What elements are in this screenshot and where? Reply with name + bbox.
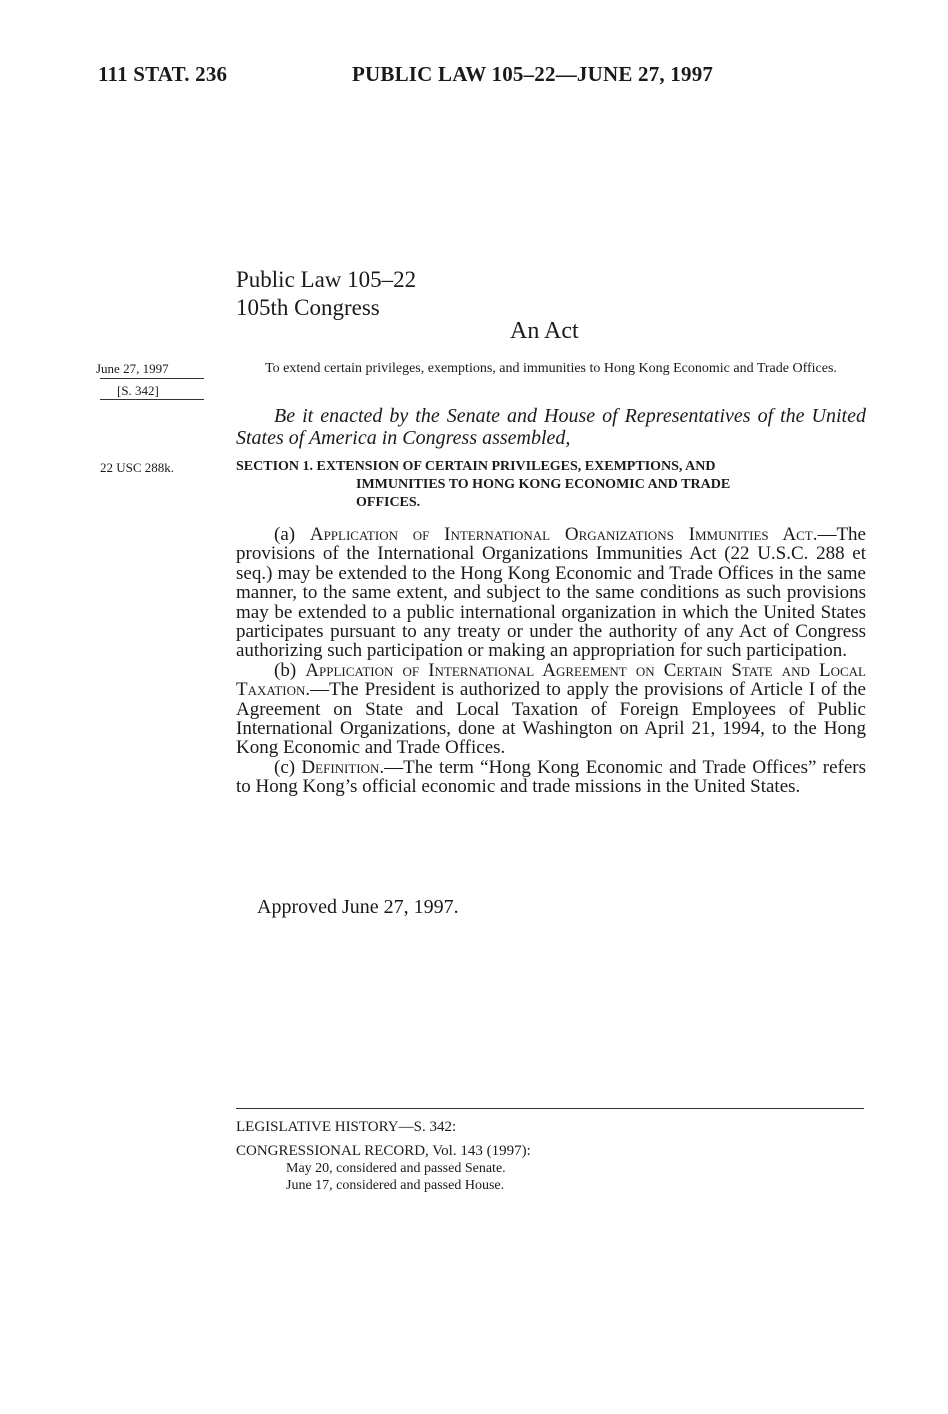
approval-date: Approved June 27, 1997. xyxy=(257,896,459,918)
section-body xyxy=(236,525,866,797)
subsection-label: (a) xyxy=(274,524,310,545)
page-stat-citation: 111 STAT. 236 xyxy=(98,62,228,86)
section-heading-line: SECTION 1. EXTENSION OF CERTAIN PRIVILEGES, EXEMPTIONS, AND xyxy=(236,459,716,474)
subsection-heading: Application of International Organizations Immunities Act. xyxy=(309,524,818,545)
legislative-action: June 17, considered and passed House. xyxy=(286,1178,505,1193)
enacting-clause xyxy=(236,405,866,449)
running-title: PUBLIC LAW 105–22—JUNE 27, 1997 xyxy=(352,62,714,86)
subsection-heading: Definition. xyxy=(301,756,385,778)
subsection-text: —The term “Hong Kong Economic and Trade Offices” refers to Hong Kong’s official economic and trade missions in the United States. xyxy=(236,756,866,798)
public-law-number: Public Law 105–22 xyxy=(236,267,417,292)
subsection-text: —The President is authorized to apply the provisions of Article I of the Agreement on State and Local Taxation of Foreign Employees of Public International Organizations, done at Washington on April 21, 1994, to the Hong Kong Economic and Trade Offices. xyxy=(236,679,866,759)
footnote-rule xyxy=(236,1108,864,1109)
enacting-clause-text: Be it enacted by the Senate and House of Representatives of the United States of America in Congress assembled, xyxy=(236,405,866,449)
section-heading-line: OFFICES. xyxy=(356,495,421,510)
legislative-history-title: LEGISLATIVE HISTORY—S. 342: xyxy=(236,1119,457,1135)
subsection-a xyxy=(236,525,866,661)
legislative-action: May 20, considered and passed Senate. xyxy=(286,1161,506,1176)
subsection-text: —The provisions of the International Organizations Immunities Act (22 U.S.C. 288 et seq.) may be extended to the Hong Kong Economic and Trade Offices in the same manner, to the same extent, and subject to the same conditions as such provisions may be extended to a public international organization in which the United States participates pursuant to any treaty or under the authority of any Act of Congress authorizing such participation or making an appropriation for such participation. xyxy=(236,524,866,662)
margin-usc-citation: 22 USC 288k. xyxy=(100,460,175,475)
section-heading-line: IMMUNITIES TO HONG KONG ECONOMIC AND TRADE xyxy=(356,477,731,492)
subsection-heading: Application of International Agreement on Certain State and Local Taxation. xyxy=(236,659,866,701)
margin-divider xyxy=(100,378,204,379)
subsection-label: (b) xyxy=(274,659,306,681)
margin-date: June 27, 1997 xyxy=(96,361,169,376)
margin-bill-number: [S. 342] xyxy=(117,383,159,398)
congress-number: 105th Congress xyxy=(236,295,380,320)
act-heading: An Act xyxy=(510,318,579,344)
subsection-label: (c) xyxy=(274,756,302,778)
subsection-b xyxy=(236,661,866,758)
section-heading xyxy=(236,458,866,512)
subsection-c xyxy=(236,758,866,797)
congressional-record: CONGRESSIONAL RECORD, Vol. 143 (1997): xyxy=(236,1143,531,1159)
purpose-statement: To extend certain privileges, exemptions, and immunities to Hong Kong Economic and Trade Offices. xyxy=(265,361,837,376)
margin-divider xyxy=(100,399,204,400)
